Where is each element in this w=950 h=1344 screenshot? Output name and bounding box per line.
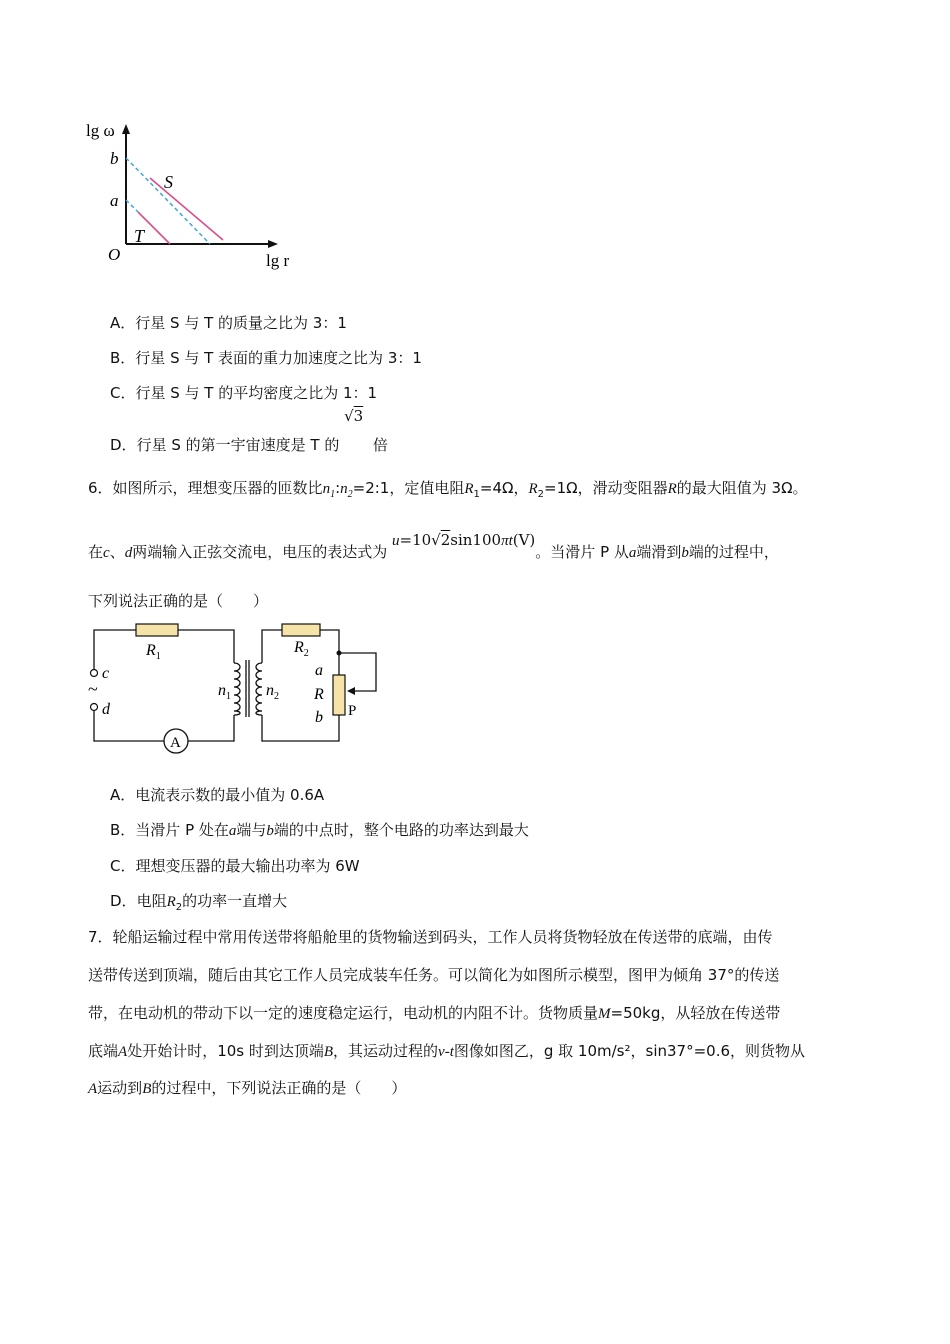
svg-text:~: ~: [88, 679, 98, 699]
svg-text:R1: $R_1$: [146, 642, 161, 662]
q6-option-c: C．理想变压器的最大输出功率为 6W: [110, 857, 360, 875]
tick-a-label: a: [110, 191, 119, 210]
y-axis-label: lg ω: [86, 121, 115, 140]
resistor-r2: [282, 624, 320, 636]
voltage-formula: u=10√2sin100πt(V): [392, 531, 536, 549]
sqrt-three: √3: [344, 407, 364, 425]
svg-text:c: c: [102, 665, 110, 682]
q6-line3: 下列说法正确的是（ ）: [88, 592, 269, 610]
svg-text:a: a: [315, 662, 323, 679]
slider-arrow: [347, 687, 355, 695]
resistor-r1: [136, 624, 178, 636]
dashed-line-a: [126, 200, 138, 212]
svg-text:n1: $n_1$: [218, 682, 231, 702]
rheostat-r: [333, 675, 345, 715]
line-s: [150, 178, 223, 240]
svg-text:R2: $R_2$: [294, 639, 309, 659]
line-s-label: S: [164, 172, 173, 192]
svg-text:n2: $n_2$: [266, 682, 279, 702]
q7-line1: 7．轮船运输过程中常用传送带将船舱里的货物输送到码头，工作人员将货物轻放在传送带的底端，由传: [88, 928, 773, 946]
q7-line2: 送带传送到顶端，随后由其它工作人员完成装车任务。可以简化为如图所示模型，图甲为倾角 37°的传送: [88, 966, 780, 984]
q7-line3: 带，在电动机的带动下以一定的速度稳定运行，电动机的内阻不计。货物质量M=50kg，从轻放在传送带: [88, 1004, 781, 1022]
q5-option-c: C．行星 S 与 T 的平均密度之比为 1：1: [110, 384, 378, 402]
svg-text:d: d: [102, 701, 110, 718]
q7-line5: A运动到B的过程中，下列说法正确的是（ ）: [88, 1079, 407, 1097]
q6-option-b: B．当滑片 P 处在a端与b端的中点时，整个电路的功率达到最大: [110, 821, 529, 839]
line-t-label: T: [134, 226, 145, 246]
x-axis-label: lg r: [266, 251, 290, 270]
q5-option-a: A．行星 S 与 T 的质量之比为 3：1: [110, 314, 347, 332]
q6-option-a: A．电流表示数的最小值为 0.6A: [110, 786, 325, 804]
svg-text:P: P: [348, 703, 357, 719]
svg-text:b: b: [315, 709, 323, 726]
q6-line2: 在c、d两端输入正弦交流电，电压的表达式为 u=10√2sin100πt(V)。当滑片 P 从a端滑到b端的过程中，: [88, 531, 779, 561]
q7-line4: 底端A处开始计时，10s 时到达顶端B，其运动过程的v-t图像如图乙，g 取 10m/s²，sin37°=0.6，则货物从: [88, 1042, 806, 1060]
origin-label: O: [108, 245, 121, 264]
tick-b-label: b: [110, 149, 119, 168]
svg-text:A: A: [170, 735, 181, 751]
q6-line1: 6．如图所示，理想变压器的匝数比$n_1:n_2=2:1$，定值电阻$R_1=4\Omega$，$R_2=1\Omega$，滑动变阻器R的最大阻值为 3Ω。: [88, 479, 808, 500]
q6-option-d: D．电阻$R_2$的功率一直增大: [110, 892, 288, 913]
q5-option-d: D．行星 S 的第一宇宙速度是 T 的 √3 倍: [110, 407, 388, 454]
svg-text:R: R: [314, 686, 324, 703]
transformer-circuit-diagram: [84, 615, 394, 760]
q5-option-b: B．行星 S 与 T 表面的重力加速度之比为 3：1: [110, 349, 422, 367]
lg-omega-lg-r-graph: [80, 118, 320, 278]
